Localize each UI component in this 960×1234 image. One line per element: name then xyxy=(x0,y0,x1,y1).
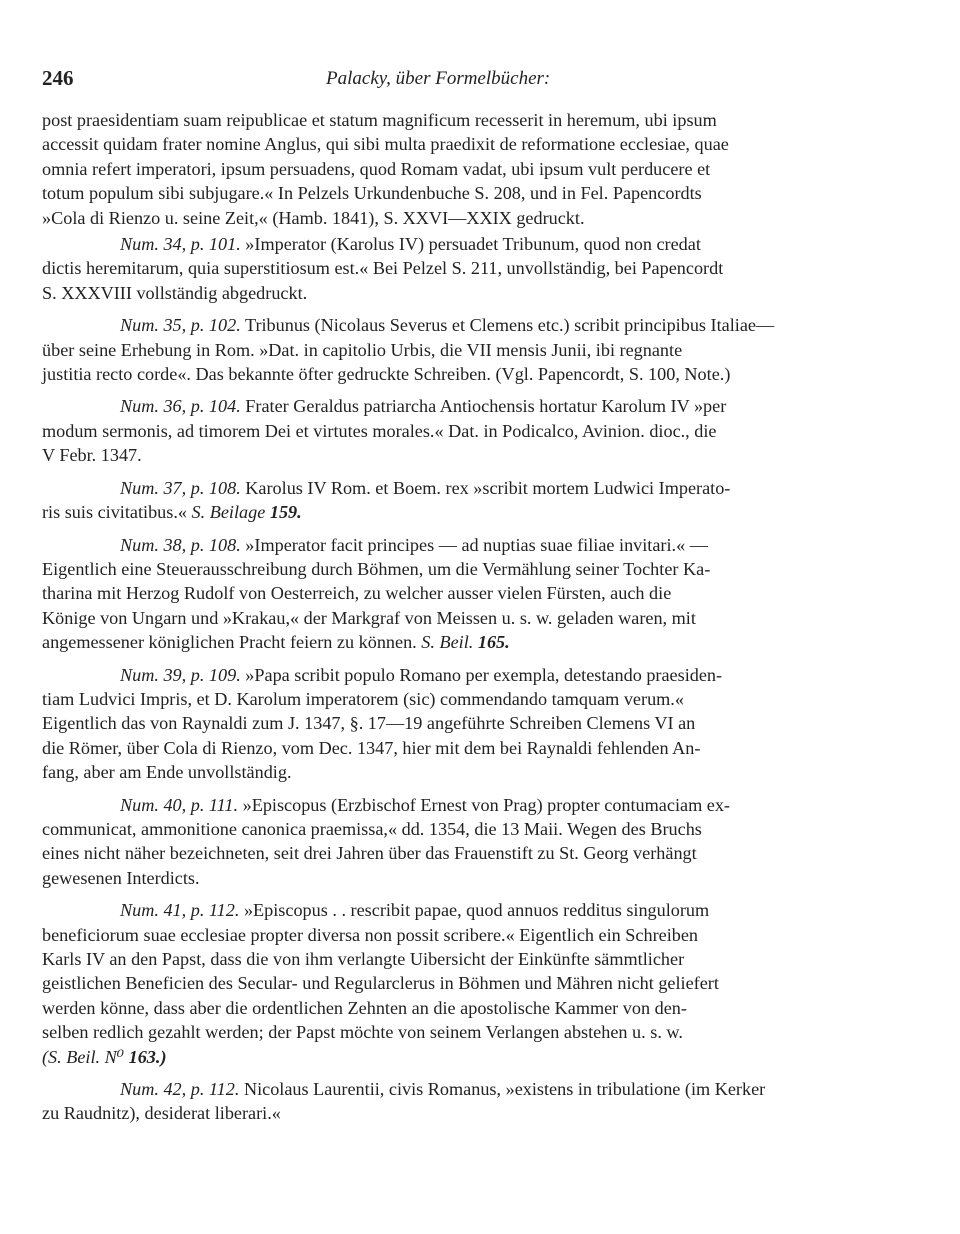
text-line: tharina mit Herzog Rudolf von Oesterreich, zu welcher ausser vielen Fürsten, auch die xyxy=(42,583,672,604)
text-line: modum sermonis, ad timorem Dei et virtutes morales.« Dat. in Podicalco, Avinion. dioc., die xyxy=(42,420,717,441)
entry-num-41 xyxy=(42,898,842,1069)
entry-reference: Num. 38, p. 108. xyxy=(120,534,241,555)
text-line: accessit quidam frater nomine Anglus, qui sibi multa praedixit de reformatione ecclesiae, quae xyxy=(42,134,729,155)
beilage-number: 159. xyxy=(269,502,302,523)
text-line: justitia recto corde«. Das bekannte öfter gedruckte Schreiben. (Vgl. Papencordt, S. 100, Note.) xyxy=(42,364,731,385)
beilage-number: 165. xyxy=(477,632,510,653)
entry-reference: Num. 39, p. 109. xyxy=(120,664,241,685)
running-title: Palacky, über Formelbücher: xyxy=(326,68,551,89)
paragraph xyxy=(42,108,842,230)
page-header xyxy=(42,66,842,96)
text-line: die Römer, über Cola di Rienzo, vom Dec. 1347, hier mit dem bei Raynaldi fehlenden An- xyxy=(42,737,701,758)
entry-reference: Num. 42, p. 112. xyxy=(120,1079,240,1100)
beilage-number: 163.) xyxy=(128,1046,167,1067)
text-line: selben redlich gezahlt werden; der Papst möchte von seinem Verlangen abstehen u. s. w. xyxy=(42,1022,683,1043)
text-line: geistlichen Beneficien des Secular- und Regularclerus in Böhmen und Mähren nicht geliefert xyxy=(42,973,719,994)
entry-num-35 xyxy=(42,313,842,386)
text-line: S. XXXVIII vollständig abgedruckt. xyxy=(42,282,308,303)
beilage-reference: (S. Beil. N⁰ xyxy=(42,1046,125,1067)
entry-num-39 xyxy=(42,663,842,785)
text-line: fang, aber am Ende unvollständig. xyxy=(42,762,292,783)
page-number: 246 xyxy=(42,66,74,90)
text-line: Nicolaus Laurentii, civis Romanus, »existens in tribulatione (im Kerker xyxy=(239,1079,766,1100)
entry-reference: Num. 35, p. 102. xyxy=(120,315,241,336)
text-line: Frater Geraldus patriarcha Antiochensis hortatur Karolum IV »per xyxy=(240,396,727,417)
text-line: gewesenen Interdicts. xyxy=(42,867,200,888)
text-line: Könige von Ungarn und »Krakau,« der Markgraf von Meissen u. s. w. geladen waren, mit xyxy=(42,607,696,628)
entry-reference: Num. 34, p. 101. xyxy=(120,234,241,255)
entry-num-38 xyxy=(42,533,842,655)
entry-reference: Num. 36, p. 104. xyxy=(120,396,241,417)
text-line: Tribunus (Nicolaus Severus et Clemens etc.) scribit principibus Italiae— xyxy=(240,315,775,336)
entry-num-42 xyxy=(42,1077,842,1126)
entry-num-37 xyxy=(42,476,842,525)
text-line: angemessener königlichen Pracht feiern zu können. xyxy=(42,632,417,653)
text-line: Karls IV an den Papst, dass die von ihm verlangte Uibersicht der Einkünfte sämmtlicher xyxy=(42,949,685,969)
entry-reference: Num. 37, p. 108. xyxy=(120,477,241,498)
text-line: omnia refert imperatori, ipsum persuadens, quod Romam vadat, ubi ipsum vult perducere et xyxy=(42,158,711,179)
text-line: über seine Erhebung in Rom. »Dat. in capitolio Urbis, die VII mensis Junii, ibi regnante xyxy=(42,339,683,360)
entry-num-40 xyxy=(42,793,842,891)
text-line: »Cola di Rienzo u. seine Zeit,« (Hamb. 1841), S. XXVI—XXIX gedruckt. xyxy=(42,207,585,228)
text-line: »Episcopus (Erzbischof Ernest von Prag) propter contumaciam ex- xyxy=(238,794,730,815)
entry-reference: Num. 41, p. 112. xyxy=(120,900,240,921)
text-line: totum populum sibi subjugare.« In Pelzels Urkundenbuche S. 208, und in Fel. Papencordts xyxy=(42,183,702,204)
text-line: ris suis civitatibus.« xyxy=(42,502,187,523)
beilage-reference: S. Beilage xyxy=(191,502,266,523)
text-line: »Imperator facit principes — ad nuptias suae filiae invitari.« — xyxy=(240,534,708,555)
beilage-reference: S. Beil. xyxy=(421,632,474,653)
text-line: Eigentlich eine Steuerausschreibung durch Böhmen, um die Vermählung seiner Tochter Ka- xyxy=(42,558,711,579)
body-text xyxy=(42,108,842,1134)
text-line: werden könne, dass aber die ordentlichen Zehnten an die apostolische Kammer von den- xyxy=(42,997,687,1018)
text-line: »Imperator (Karolus IV) persuadet Tribunum, quod non credat xyxy=(240,234,701,255)
text-line: communicat, ammonitione canonica praemissa,« dd. 1354, die 13 Maii. Wegen des Bruchs xyxy=(42,818,702,839)
text-line: post praesidentiam suam reipublicae et statum magnificum recesserit in heremum, ubi ipsum xyxy=(42,110,717,130)
text-line: beneficiorum suae ecclesiae propter diversa non possit scribere.« Eigentlich ein Schreiben xyxy=(42,924,699,945)
text-line: V Febr. 1347. xyxy=(42,445,142,466)
text-line: dictis heremitarum, quia superstitiosum est.« Bei Pelzel S. 211, unvollständig, bei Papencordt xyxy=(42,258,724,279)
text-line: zu Raudnitz), desiderat liberari.« xyxy=(42,1103,281,1124)
text-line: »Papa scribit populo Romano per exempla, detestando praesiden- xyxy=(240,664,723,685)
entry-num-34 xyxy=(42,232,842,305)
entry-num-36 xyxy=(42,394,842,467)
text-line: Karolus IV Rom. et Boem. rex »scribit mortem Ludwici Imperato- xyxy=(240,477,731,498)
text-line: Eigentlich das von Raynaldi zum J. 1347, §. 17—19 angeführte Schreiben Clemens VI an xyxy=(42,713,696,734)
text-line: tiam Ludvici Impris, et D. Karolum imperatorem (sic) commendando tamquam verum.« xyxy=(42,688,684,709)
text-line: »Episcopus . . rescribit papae, quod annuos redditus singulorum xyxy=(239,900,710,921)
entry-reference: Num. 40, p. 111. xyxy=(120,794,239,815)
text-line: eines nicht näher bezeichneten, seit drei Jahren über das Frauenstift zu St. Georg verhängt xyxy=(42,843,697,864)
